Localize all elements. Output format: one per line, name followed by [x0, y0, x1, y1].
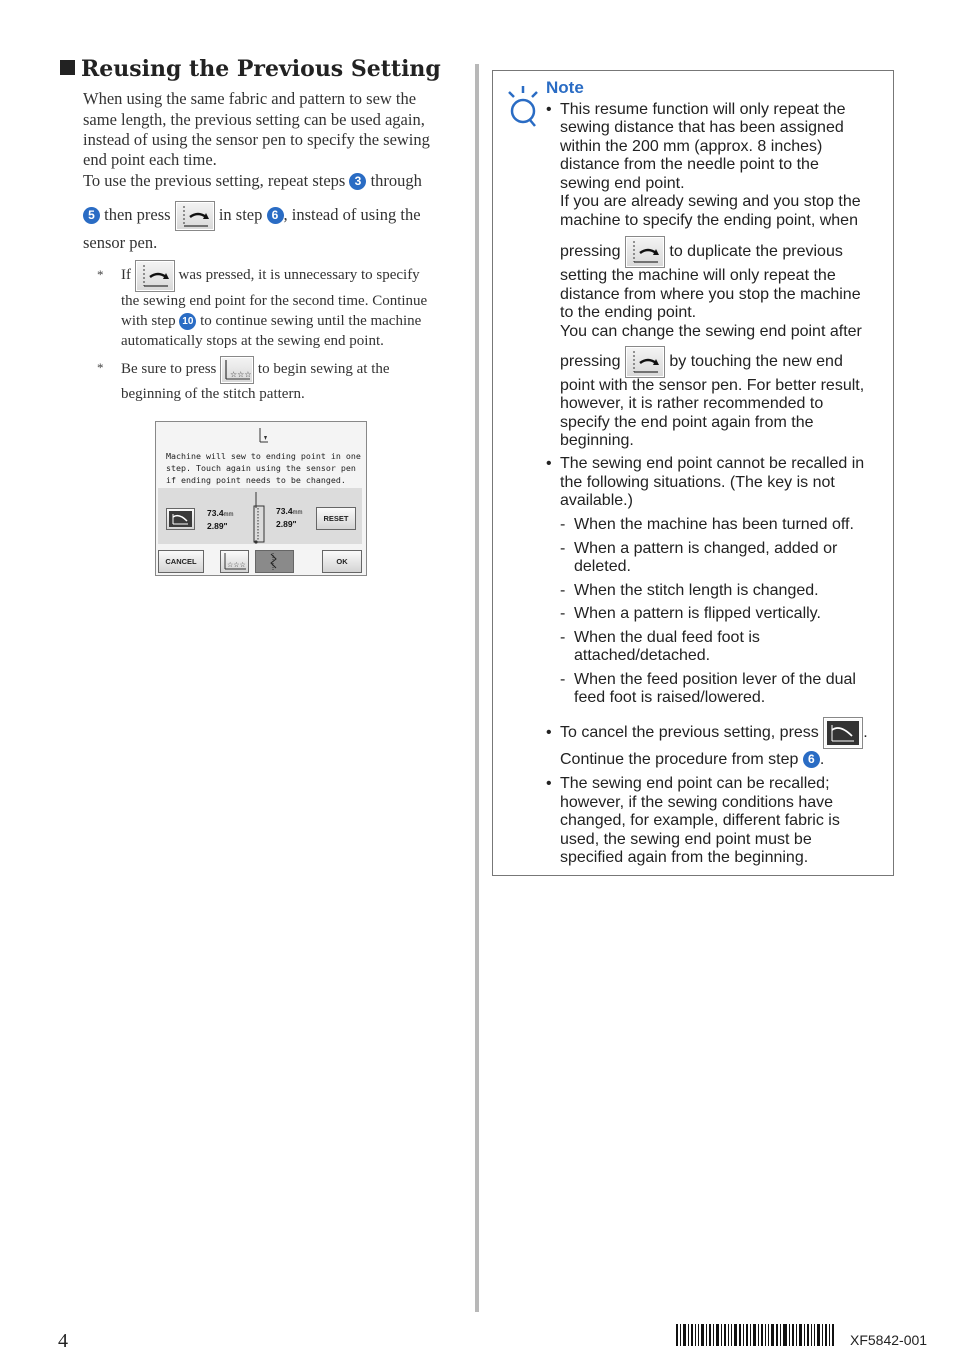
intro-line: instead of using the sensor pen to specify the sewing [83, 130, 430, 149]
note-lightbulb-icon [503, 82, 543, 128]
note-line: The sewing end point cannot be recalled in [560, 455, 865, 472]
small-note-line [121, 354, 390, 384]
cancel-previous-key[interactable] [166, 508, 195, 530]
dash: - [560, 605, 566, 622]
asterisk: * [97, 360, 104, 375]
note-text: Continue the procedure from step [560, 751, 799, 768]
note-text: by touching the new end [669, 353, 843, 371]
note-dash-line: attached/detached. [574, 647, 711, 664]
note-line [560, 346, 843, 378]
column-divider [475, 64, 479, 1312]
seam-length-icon [252, 490, 270, 546]
left-mm: 73.4 [207, 508, 224, 518]
dash: - [560, 516, 566, 533]
dash: - [560, 629, 566, 646]
note-line: specified again from the beginning. [560, 849, 809, 866]
note-line [560, 751, 824, 770]
note-dash-line: When the stitch length is changed. [574, 582, 819, 599]
note-line: The sewing end point can be recalled; [560, 775, 830, 792]
intro-text: To use the previous setting, repeat steps [83, 171, 346, 190]
bullet: • [546, 455, 552, 472]
left-unit: mm [223, 512, 234, 518]
note-line: point with the sensor pen. For better result, [560, 377, 865, 394]
small-note-text: with step [121, 313, 176, 329]
left-length-readout [207, 508, 234, 532]
intro-text: in step [218, 205, 263, 224]
previous-setting-key-icon [175, 201, 215, 231]
intro-line: end point each time. [83, 150, 217, 169]
note-line: This resume function will only repeat the [560, 101, 846, 118]
screen-message-line: Machine will sew to ending point in one [166, 451, 361, 461]
barcode-icon [676, 1324, 836, 1346]
note-line: however, it is rather recommended to [560, 395, 824, 412]
bullet: • [546, 101, 552, 118]
note-line: distance from the needle point to the [560, 156, 819, 173]
small-note-line: beginning of the stitch pattern. [121, 386, 305, 402]
previous-setting-key-icon [625, 236, 665, 268]
note-dash-line: deleted. [574, 558, 631, 575]
note-line: available.) [560, 492, 633, 509]
note-text: . [863, 724, 868, 741]
note-line: distance from where you stop the machine [560, 286, 861, 303]
note-line [560, 236, 843, 268]
note-line: machine to specify the ending point, when [560, 212, 858, 229]
small-note-text: to continue sewing until the machine [200, 313, 422, 329]
right-mm: 73.4 [276, 506, 293, 516]
note-line: within the 200 mm (approx. 8 inches) [560, 138, 823, 155]
note-line: to the ending point. [560, 304, 697, 321]
note-line: You can change the sewing end point after [560, 323, 862, 340]
note-line: sewing end point. [560, 175, 685, 192]
intro-line: same length, the previous setting can be used again, [83, 110, 425, 129]
ok-button[interactable]: OK [322, 550, 362, 573]
end-point-key[interactable] [255, 550, 294, 573]
intro-text: then press [104, 205, 171, 224]
dash: - [560, 582, 566, 599]
note-line: setting the machine will only repeat the [560, 267, 836, 284]
intro-text: , instead of using the [283, 205, 421, 224]
lcd-screen-figure [155, 421, 367, 576]
bullet: • [546, 775, 552, 792]
note-text: to duplicate the previous [669, 243, 843, 261]
note-title: Note [546, 78, 584, 97]
page-number: 4 [58, 1330, 68, 1352]
note-line: the following situations. (The key is not [560, 474, 835, 491]
asterisk: * [97, 267, 104, 282]
note-dash-line: When the machine has been turned off. [574, 516, 854, 533]
heading-text: Reusing the Previous Setting [81, 56, 441, 82]
step-number-10: 10 [179, 313, 196, 330]
note-dash-line: When the dual feed foot is [574, 629, 760, 646]
reset-button[interactable]: RESET [316, 507, 356, 530]
screen-message-line: if ending point needs to be changed. [166, 475, 346, 485]
small-note-line [121, 311, 421, 331]
cancel-previous-key-icon [823, 717, 863, 749]
dash: - [560, 671, 566, 688]
previous-setting-key-icon [625, 346, 665, 378]
step-number-3: 3 [349, 173, 366, 190]
section-heading [60, 56, 441, 82]
intro-line: sensor pen. [83, 233, 158, 252]
small-note-line: automatically stops at the sewing end point. [121, 333, 384, 349]
needle-position-icon [256, 428, 270, 446]
note-dash-line: When the feed position lever of the dual [574, 671, 856, 688]
svg-text:☆☆☆: ☆☆☆ [230, 369, 252, 379]
step-number-5: 5 [83, 207, 100, 224]
right-unit: mm [292, 510, 303, 516]
step-number-6: 6 [267, 207, 284, 224]
intro-text: through [370, 171, 422, 190]
right-inch: 2.89" [276, 519, 297, 529]
intro-line [83, 200, 421, 231]
small-note-line [121, 259, 420, 292]
screen-message-line: step. Touch again using the sensor pen [166, 463, 356, 473]
note-dash-line: feed foot is raised/lowered. [574, 689, 766, 706]
note-line: however, if the sewing conditions have [560, 794, 834, 811]
note-dash-line: When a pattern is flipped vertically. [574, 605, 821, 622]
square-bullet-icon [60, 60, 75, 75]
note-text: . [819, 751, 825, 768]
document-id: XF5842-001 [850, 1332, 928, 1348]
start-point-key[interactable] [220, 550, 249, 573]
start-point-key-icon [220, 356, 254, 384]
intro-line: When using the same fabric and pattern to sew the [83, 89, 417, 108]
step-number-6: 6 [803, 751, 820, 768]
note-line: specify the end point again from the [560, 414, 814, 431]
note-text: pressing [560, 353, 621, 371]
small-note-text: to begin sewing at the [257, 361, 390, 377]
note-line: changed, for example, different fabric is [560, 812, 840, 829]
previous-setting-key-icon [135, 260, 175, 292]
left-inch: 2.89" [207, 521, 228, 531]
small-note-text: was pressed, it is unnecessary to specify [178, 267, 420, 283]
small-note-text: If [121, 267, 131, 283]
note-line: beginning. [560, 432, 634, 449]
note-line: used, the sewing end point must be [560, 831, 812, 848]
note-text: pressing [560, 243, 621, 261]
note-line: If you are already sewing and you stop the [560, 193, 861, 210]
note-line: sewing distance that has been assigned [560, 119, 844, 136]
small-note-line: the sewing end point for the second time. Continue [121, 293, 428, 309]
note-dash-line: When a pattern is changed, added or [574, 540, 838, 557]
note-text: To cancel the previous setting, press [560, 724, 819, 741]
intro-line [83, 171, 422, 192]
small-note-text: Be sure to press [121, 361, 217, 377]
bullet: • [546, 724, 552, 741]
screen-message [166, 450, 361, 486]
svg-text:☆☆☆: ☆☆☆ [227, 561, 246, 569]
note-line [560, 716, 868, 750]
dash: - [560, 540, 566, 557]
right-length-readout [276, 506, 303, 530]
cancel-button[interactable]: CANCEL [158, 550, 204, 573]
